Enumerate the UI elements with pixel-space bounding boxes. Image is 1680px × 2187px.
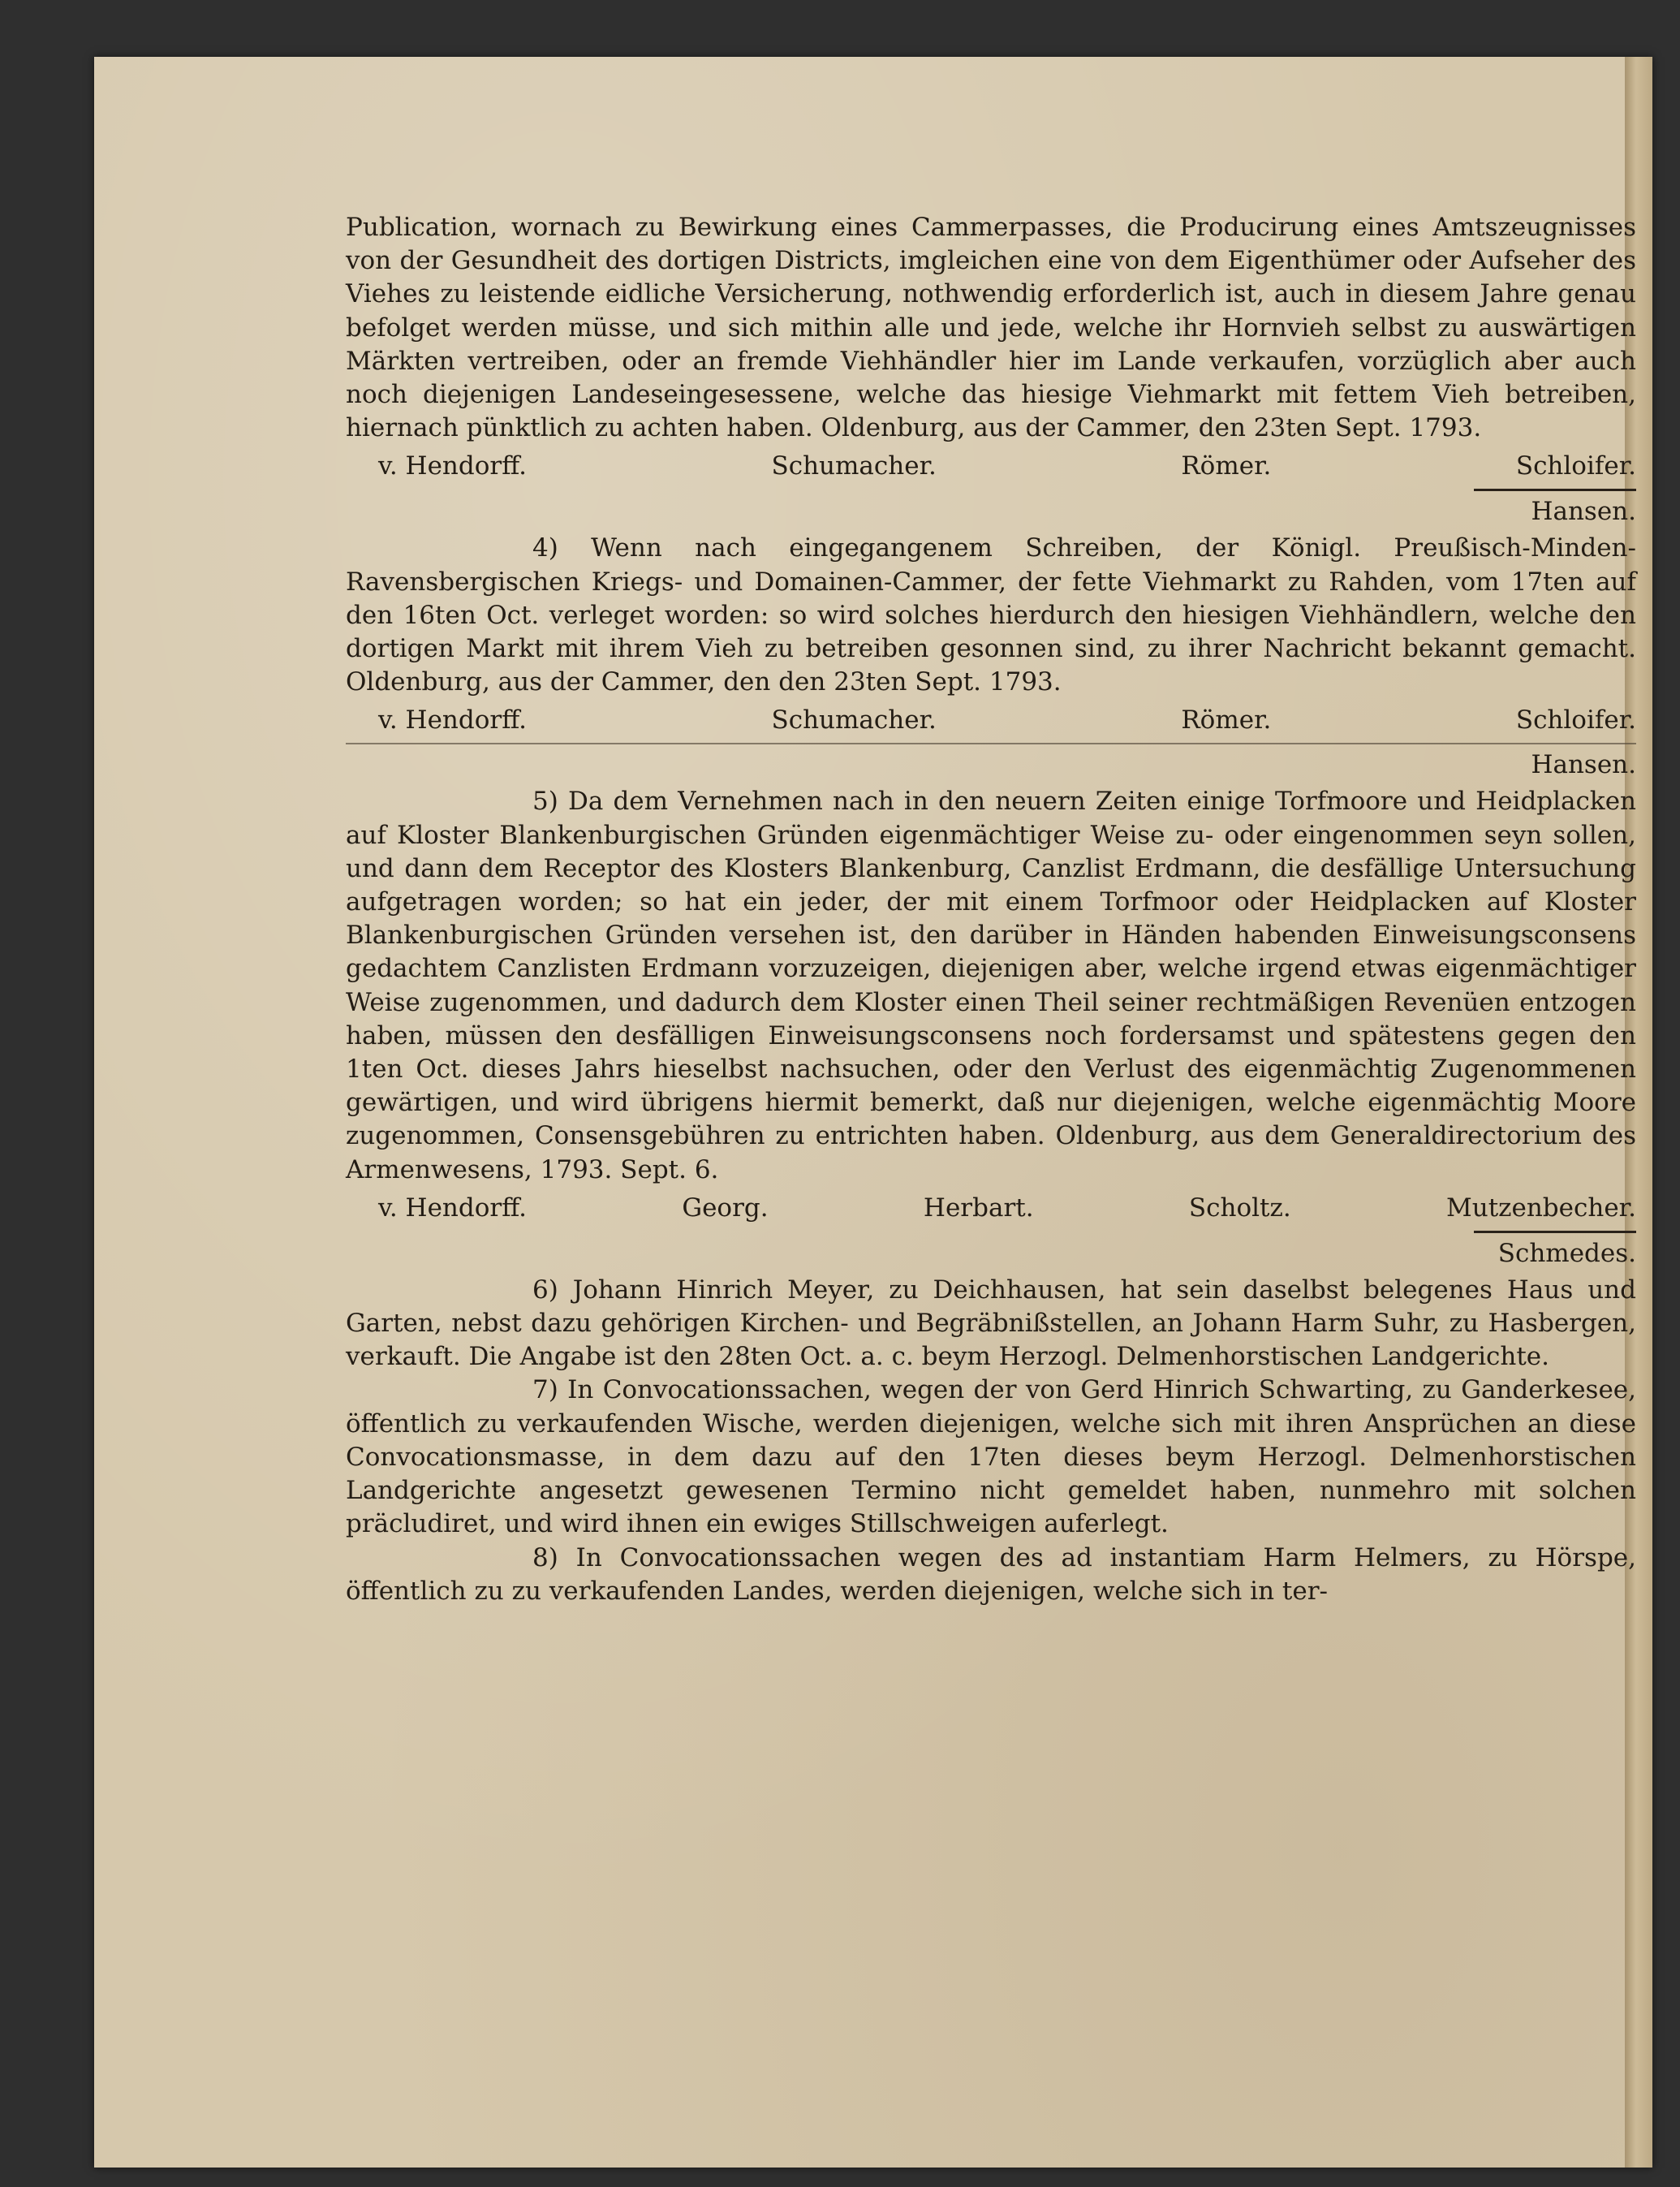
signatory-hendorff: v. Hendorff. — [378, 1193, 527, 1223]
bleed-through-rule — [346, 743, 1636, 744]
signatory-herbart: Herbart. — [923, 1193, 1034, 1223]
paragraph-4: 4) Wenn nach eingegangenem Schreiben, der Königl. Preußisch-Minden-Ravensbergischen Kriegs- und Domainen-Cammer, der fette Viehmarkt zu Rahden, vom 17ten auf den 16ten Oct. verleget worden: so wird solches hierdurch den hiesigen Viehhändlern, welche den dortigen Markt mit ihrem Vieh zu betreiben gesonnen sind, zu ihrer Nachricht bekannt gemacht. Oldenburg, aus der Cammer, den den 23ten Sept. 1793. — [346, 533, 1636, 697]
signatory-schloifer: Schloifer. — [1515, 451, 1636, 481]
paragraph-8: 8) In Convocationssachen wegen des ad instantiam Harm Helmers, zu Hörspe, öffentlich zu zu verkaufenden Landes, werden diejenigen, welche sich in ter- — [346, 1542, 1636, 1606]
document-body — [346, 211, 1636, 1608]
signatory-schumacher: Schumacher. — [771, 451, 937, 481]
document-page — [94, 57, 1652, 2168]
signatory-schloifer: Schloifer. — [1515, 705, 1636, 735]
signatory-schumacher: Schumacher. — [771, 705, 937, 735]
signatory-mutzenbecher: Mutzenbecher. — [1446, 1193, 1636, 1223]
countersignature-hansen: Hansen. — [1531, 497, 1636, 527]
countersignature-schmedes: Schmedes. — [1497, 1238, 1636, 1268]
paragraph-7: 7) In Convocationssachen, wegen der von Gerd Hinrich Schwarting, zu Ganderkesee, öffentlich zu verkaufenden Wische, werden diejenigen, welche sich mit ihren Ansprüchen an diese Convocationsmasse, in dem dazu auf den 17ten dieses beym Herzogl. Delmenhorstischen Landgerichte angesetzt gewesenen Termino nicht gemeldet haben, nunmehro mit solchen präcludiret, und wird ihnen ein ewiges Stillschweigen auferlegt. — [346, 1375, 1636, 1539]
signatory-hendorff: v. Hendorff. — [378, 705, 527, 735]
signatory-roemer: Römer. — [1181, 451, 1272, 481]
countersignature-hansen: Hansen. — [1531, 750, 1636, 780]
signature-line-5 — [346, 1187, 1636, 1229]
paragraph-publication: Publication, wornach zu Bewirkung eines Cammerpasses, die Producirung eines Amtszeugnisses von der Gesundheit des dortigen Districts, imgleichen eine von dem Eigenthümer oder Aufseher des Viehes zu leistende eidliche Versicherung, nothwendig erforderlich ist, auch in diesem Jahre genau befolget werden müsse, und sich mithin alle und jede, welche ihr Hornvieh selbst zu auswärtigen Märkten vertreiben, oder an fremde Viehhändler hier im Lande verkaufen, vorzüglich aber auch noch diejenigen Landeseingesessene, welche das hiesige Viehmarkt mit fettem Vieh betreiben, hiernach pünktlich zu achten haben. Oldenburg, aus der Cammer, den 23ten Sept. 1793. — [346, 213, 1636, 443]
signatory-hendorff: v. Hendorff. — [378, 451, 527, 481]
signatory-scholtz: Scholtz. — [1188, 1193, 1291, 1223]
signature-line-1 — [346, 445, 1636, 487]
signature-line-4 — [346, 699, 1636, 741]
paragraph-5: 5) Da dem Vernehmen nach in den neuern Zeiten einige Torfmoore und Heidplacken auf Kloster Blankenburgischen Gründen eigenmächtiger Weise zu- oder eingenommen seyn sollen, und dann dem Receptor des Klosters Blankenburg, Canzlist Erdmann, die desfällige Untersuchung aufgetragen worden; so hat ein jeder, der mit einem Torfmoor oder Heidplacken auf Kloster Blankenburgischen Gründen versehen ist, den darüber in Händen habenden Einweisungsconsens gedachtem Canzlisten Erdmann vorzuzeigen, diejenigen aber, welche irgend etwas eigenmächtiger Weise zugenommen, und dadurch dem Kloster einen Theil seiner rechtmäßigen Revenüen entzogen haben, müssen den desfälligen Einweisungsconsens noch fordersamst und spätestens gegen den 1ten Oct. dieses Jahrs hieselbst nachsuchen, oder den Verlust des eigenmächtig Zugenommenen gewärtigen, und wird übrigens hiermit bemerkt, daß nur diejenigen, welche eigenmächtig Moore zugenommen, Consensgebühren zu entrichten haben. Oldenburg, aus dem Generaldirectorium des Armenwesens, 1793. Sept. 6. — [346, 787, 1636, 1184]
signatory-roemer: Römer. — [1181, 705, 1272, 735]
paragraph-6: 6) Johann Hinrich Meyer, zu Deichhausen, hat sein daselbst belegenes Haus und Garten, nebst dazu gehörigen Kirchen- und Begräbnißstellen, an Johann Harm Suhr, zu Hasbergen, verkauft. Die Angabe ist den 28ten Oct. a. c. beym Herzogl. Delmenhorstischen Landgerichte. — [346, 1275, 1636, 1372]
signatory-georg: Georg. — [682, 1193, 769, 1223]
